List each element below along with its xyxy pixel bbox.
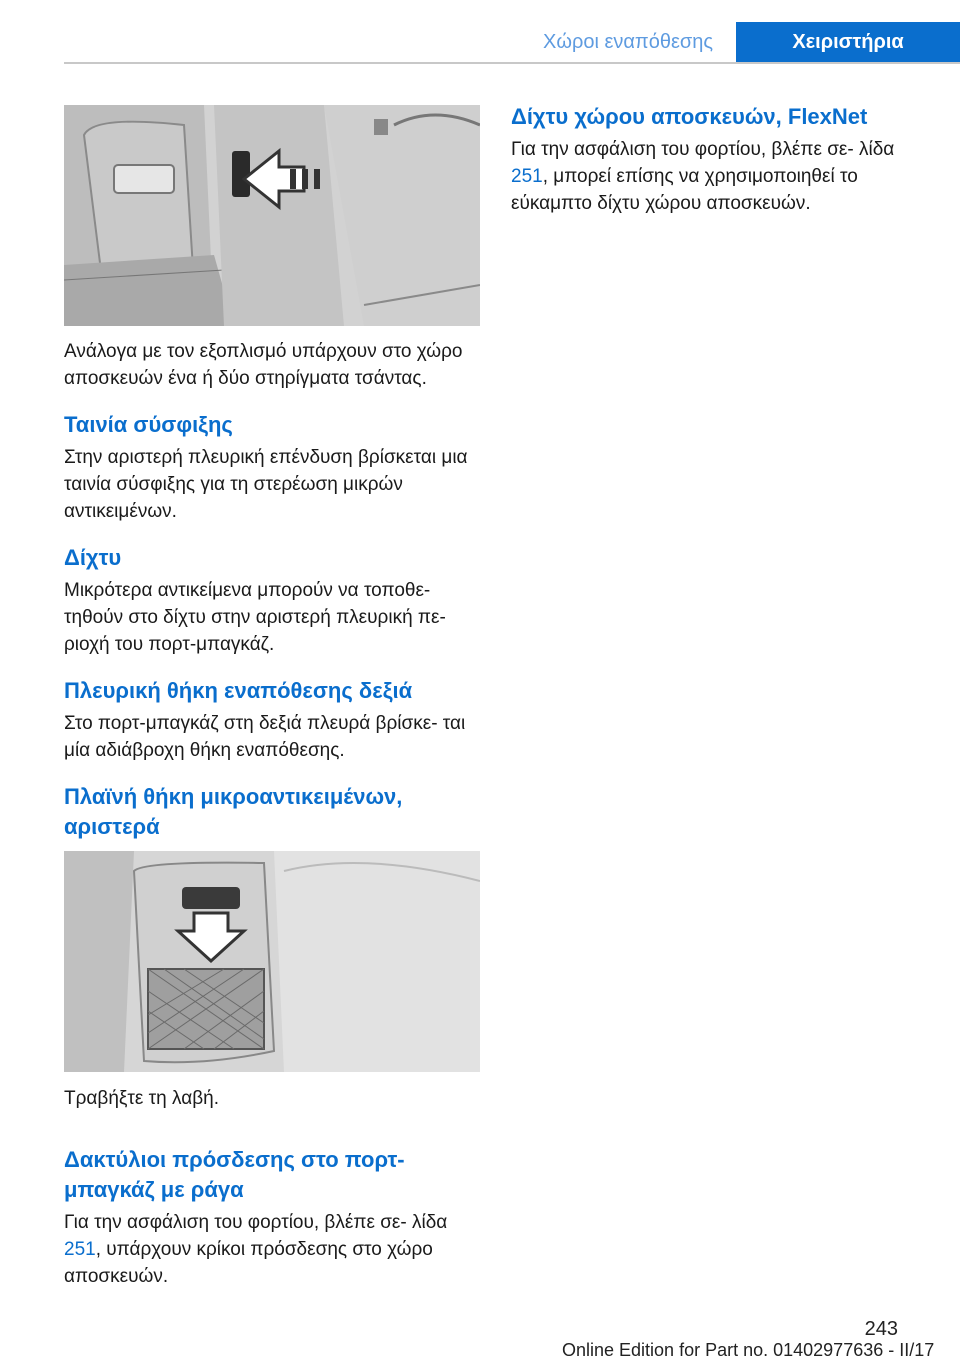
side-compartment-caption: Τραβήξτε τη λαβή.	[64, 1088, 219, 1109]
left-column	[64, 410, 484, 842]
net-text: Μικρότερα αντικείμενα μπορούν να τοποθε‐ τηθούν στο δίχτυ στην αριστερή πλευρική πε‐ ριοχή του πορτ-μπαγκάζ.	[64, 580, 446, 655]
tie-down-text: Για την ασφάλιση του φορτίου, βλέπε σε‐ λίδα 251, υπάρχουν κρίκοι πρόσδεσης στο χώρο αποσκευών.	[64, 1212, 448, 1287]
page-link-251[interactable]: 251	[511, 166, 543, 187]
bag-hook-photo	[64, 105, 480, 326]
edition-info: Online Edition for Part no. 01402977636 - II/17	[562, 1340, 935, 1360]
side-compartment-photo	[64, 851, 480, 1072]
right-column	[511, 102, 921, 217]
page-header	[0, 22, 960, 62]
flexnet-heading: Δίχτυ χώρου αποσκευών, FlexNet	[511, 104, 868, 129]
page-link-251[interactable]: 251	[64, 1239, 96, 1260]
chapter-tab[interactable]: Χειριστήρια	[736, 22, 960, 62]
tie-down-heading: Δακτύλιοι πρόσδεσης στο πορτ- μπαγκάζ με ράγα	[64, 1147, 405, 1202]
flexnet-text: Για την ασφάλιση του φορτίου, βλέπε σε‐ λίδα 251, μπορεί επίσης να χρησιμοποιηθεί το εύκαμπτο δίχτυ χώρου αποσκευών.	[511, 139, 895, 214]
net-heading: Δίχτυ	[64, 545, 122, 570]
left-compartment-heading: Πλαϊνή θήκη μικροαντικειμένων, αριστερά	[64, 784, 403, 839]
right-compartment-text: Στο πορτ-μπαγκάζ στη δεξιά πλευρά βρίσκε‐ ται μία αδιάβροχη θήκη εναπόθεσης.	[64, 713, 466, 761]
bag-hook-caption: Ανάλογα με τον εξοπλισμό υπάρχουν στο χώρο αποσκευών ένα ή δύο στηρίγματα τσάντας.	[64, 341, 463, 389]
strap-heading: Ταινία σύσφιξης	[64, 412, 233, 437]
section-tab[interactable]: Χώροι εναπόθεσης	[520, 22, 736, 62]
strap-text: Στην αριστερή πλευρική επένδυση βρίσκεται μια ταινία σύσφιξης για τη στερέωση μικρών αντικειμένων.	[64, 447, 468, 522]
header-divider	[64, 62, 960, 64]
tie-down-section	[64, 1145, 484, 1290]
right-compartment-heading: Πλευρική θήκη εναπόθεσης δεξιά	[64, 678, 413, 703]
page-number: 243	[864, 1318, 898, 1340]
